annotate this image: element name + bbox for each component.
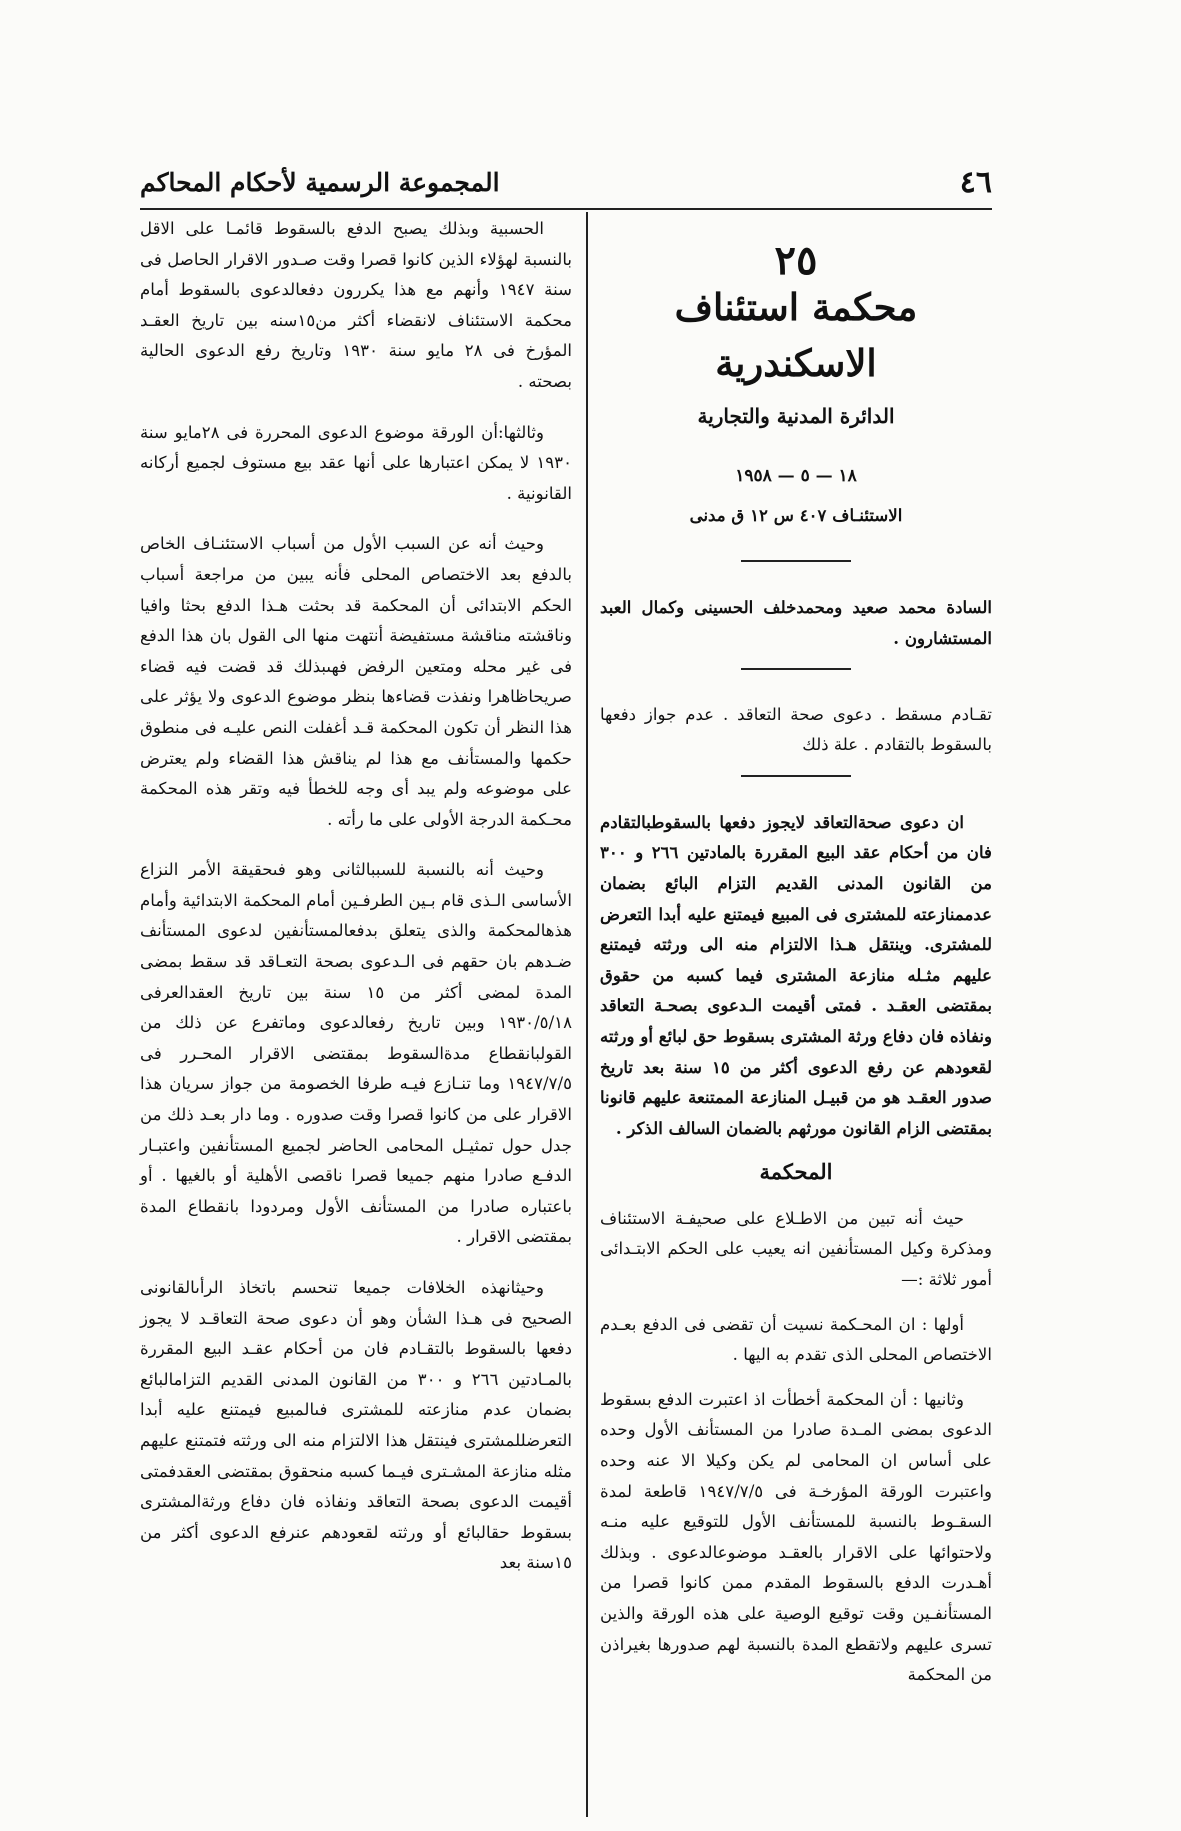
body-paragraph: حيث أنه تبين من الاطـلاع على صحيفـة الاستئناف ومذكرة وكيل المستأنفين انه يعيب على الحكم الابتـدائى أمور ثلاثة :— [600, 1208, 992, 1290]
body-paragraph: وحيث أنه عن السبب الأول من أسباب الاستئنـاف الخاص بالدفع بعد الاختصاص المحلى فأنه يبين من مراجعة أسباب الحكم الابتدائى أن المحكمة قد بحثت هـذا الدفع بحثا وافيا وناقشته مناقشة مستفيضة أنتهت منها الى القول بان هذا الدفع فى غير محله ومتعين الرفض فهىبذلك قد قضت فيه قضاء صريحاظاهرا ونفذت قضاءها بنظر موضوع الدعوى ولا يؤثر على هذا النظر أن تكون المحكمة قـد أغفلت النص عليـه فى منطوق حكمها والمستأنف مع هذا لم يناقش هذا القضاء ولم يعترض على موضوعه ولم يبد أى وجه للخطأ فيه وتقر هذه المحكمة محـكمة الدرجة الأولى على ما رأته . [140, 534, 572, 829]
court-section-heading: المحكمة [759, 1159, 833, 1185]
left-column [140, 214, 572, 1599]
judges-panel: السادة محمد صعيد ومحمدخلف الحسينى وكمال العبد المستشارون . [600, 597, 992, 648]
body-paragraph: وحيث أنه بالنسبة للسببالثانى وهو فىحقيقة الأمر النزاع الأساسى الـذى قام بـين الطرفـين أمام المحكمة الابتدائية وأمام هذهالمحكمة والذى يتعلق بدفعالمستأنفين لدعوى المستأنف ضـدهم بان حقهم فى الـدعوى بصحة التعـاقد قد سقط بمضى المدة لمضى أكثر من ١٥ سنة بين تاريخ العقدالعرفى ١٩٣٠/٥/١٨ وبين تاريخ رفعالدعوى وماتفرع عن ذلك من القولبانقطاع مدةالسقوط بمقتضى الاقرار المحـرر فى ١٩٤٧/٧/٥ وما تنـازع فيـه طرفا الخصومة من جواز سريان هذا الاقرار على من كانوا قصرا وقت صدوره . وما دار بعـد ذلك من جدل حول تمثيـل المحامى الحاضر لجميع المستأنفين واعتبـار الدفـع صادرا منهم جميعا قصرا ناقصى الأهلية أو بالغيها . أو باعتباره صادرا من المستأنف الأول ومردودا بانقطاع المدة بمقتضى الاقرار . [140, 860, 573, 1247]
case-number: ٢٥ [774, 237, 818, 284]
separator-rule [741, 560, 851, 562]
body-paragraph: وثالثها:أن الورقة موضوع الدعوى المحررة فى ٢٨مايو سنة ١٩٣٠ لا يمكن اعتبارها على أنها عقد بيع مستوف لجميع أركانه القانونية . [140, 422, 572, 503]
body-paragraph: الحسبية وبذلك يصبح الدفع بالسقوط قائمـا على الاقل بالنسبة لهؤلاء الذين كانوا قصرا وقت صـدور الاقرار الحاصل فى سنة ١٩٤٧ وأنهم مع هذا يكررون دفعالدعوى بالسقوط أمام محكمة الاستئناف لانقضاء أكثر من١٥سنه بين تاريخ العقـد المؤرخ فى ٢٨ مايو سنة ١٩٣٠ وتاريخ رفع الدعوى الحالية بصحته . [140, 219, 573, 391]
right-column [600, 237, 993, 1705]
appeal-reference: الاستئنـاف ٤٠٧ س ١٢ ق مدنى [689, 504, 903, 525]
body-paragraph: وثانيها : أن المحكمة أخطأت اذ اعتبرت الدفع بسقوط الدعوى بمضى المـدة صادرا من المستأنف الأول وحده على أساس ان المحامى لم يكن وكيلا الا عنه وحده واعتبرت الورقة المؤرخـة فى ١٩٤٧/٧/٥ قاطعة لمدة السقـوط بالنسبة للمستأنف الأول للتوقيع عليه منـه ولاحتوائها على الاقرار بالعقـد موضوعالدعوى . وبذلك أهـدرت الدفع بالسقوط المقدم ممن كانوا قصرا من المستأنفـين وقت توقيع الوصية على هذه الورقة والذين تسرى عليهم ولاتقطع المدة بالنسبة لهم صدورها بغيراذن من المحكمة [600, 1389, 993, 1685]
column-divider [586, 212, 588, 1817]
page-header [140, 158, 992, 206]
separator-rule [741, 775, 851, 777]
chamber-name: الدائرة المدنية والتجارية [697, 403, 895, 428]
page-number: ٤٦ [959, 164, 992, 200]
separator-rule [741, 668, 851, 670]
body-paragraph: أولها : ان المحـكمة نسيت أن تقضى فى الدفع بعـدم الاختصاص المحلى الذى تقدم به اليها . [600, 1314, 992, 1365]
case-keywords: تقـادم مسقط . دعوى صحة التعاقد . عدم جواز دفعها بالسقوط بالتقادم . علة ذلك [600, 704, 992, 755]
legal-principle: ان دعوى صحةالتعاقد لايجوز دفعها بالسقوطبالتقادم فان من أحكام عقد البيع المقررة بالمادتين ٢٦٦ و ٣٠٠ من القانون المدنى القديم التزام البائع بضمان عدممنازعته للمشترى فى المبيع فيمتنع عليه أبدا التعرض للمشترى. وينتقل هـذا الالتزام منه الى ورثته فيمتنع عليهم مثـله منازعة المشترى فيما كسبه من حقوق بمقتضى العقـد . فمتى أقيمت الـدعوى بصحـة التعاقد ونفاذه فان دفاع ورثة المشترى بسقوط حق لبائع أو ورثته لقعودهم عن رفع الدعوى أكثر من ١٥ سنة بعد تاريخ صدور العقـد هو من قبيـل المنازعة الممتنعة عليهم قانونا بمقتضى الزام القانون مورثهم بالضمان السالف الذكر . [600, 811, 992, 1138]
court-name: محكمة استئناف الاسكندرية [674, 284, 918, 385]
running-title: المجموعة الرسمية لأحكام المحاكم [140, 167, 500, 197]
body-paragraph: وحيثانهذه الخلافات جميعا تنحسم باتخاذ الرأىالقانونى الصحيح فى هـذا الشأن وهو أن دعوى صحة التعاقـد لا يجوز دفعها بالسقوط بالتقـادم فان من أحكام عقـد البيع المقررة بالمـادتين ٢٦٦ و ٣٠٠ من القانون المدنى القديم التزامالبائع بضمان عدم منازعته للمشترى فىالمبيع فيمتنع عليه أبدا التعرضللمشترى فينتقل هذا الالتزام منه الى ورثته فتمتنع عليهم مثله منازعة المشـترى فيـما كسبه منحقوق بمقتضى العقدفمتى أقيمت الدعوى بصحة التعاقد ونفاذه فان دفاع ورثةالمشترى بسقوط حقالبائع أو ورثته لقعودهم عنرفع الدعوى أكثر من ١٥سنة بعد [140, 1278, 572, 1573]
judgment-date: ١٨ — ٥ — ١٩٥٨ [735, 466, 857, 487]
header-rule [140, 208, 992, 210]
